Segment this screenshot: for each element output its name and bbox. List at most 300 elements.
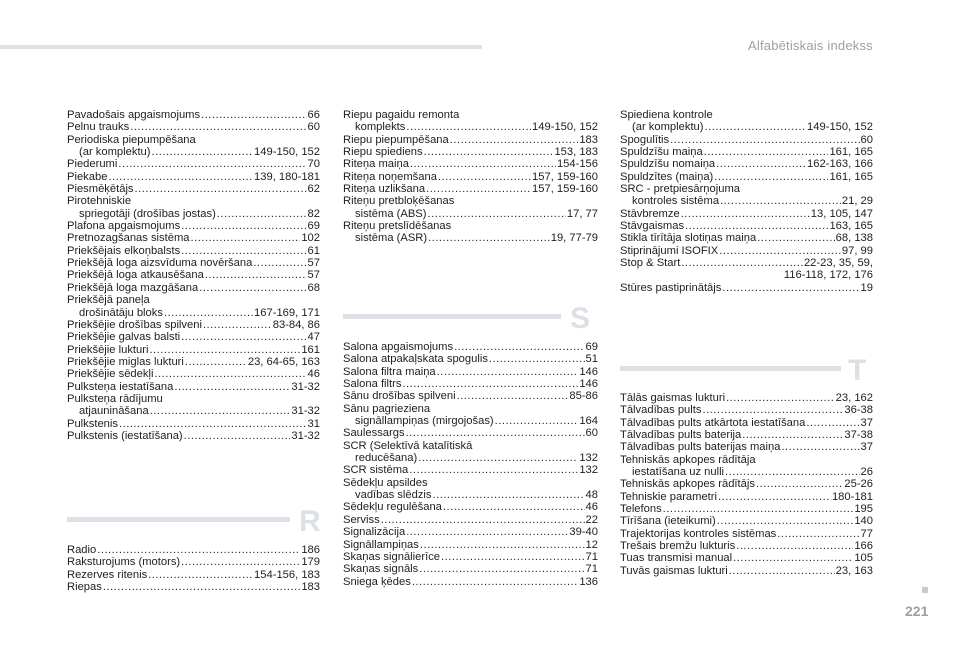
index-entry-heading: Periodiska piepumpēšana (67, 133, 196, 146)
index-entry-pages: 60 (585, 427, 598, 440)
index-entry (620, 417, 873, 429)
section-divider-t (620, 366, 841, 371)
index-entry-pages: 149-150, 152 (807, 121, 873, 134)
index-entry (67, 121, 320, 133)
index-entry (620, 466, 873, 478)
index-entry-term: Signāllampiņas (343, 538, 419, 551)
dot-leader (381, 514, 585, 526)
index-entry-pages: 60 (307, 121, 320, 134)
index-entry (67, 282, 320, 294)
index-entry-term: (ar komplektu) (632, 121, 704, 134)
index-entry-term: Riteņa maiņa (343, 158, 409, 171)
index-entry-pages: 161, 165 (829, 146, 873, 159)
index-entry (343, 452, 598, 464)
index-entry-pages: 31-32 (291, 380, 320, 393)
index-entry (620, 404, 873, 416)
index-entry (67, 307, 320, 319)
index-entry (67, 418, 320, 430)
index-entry (620, 565, 873, 577)
dot-leader (681, 208, 810, 220)
page-marker (922, 587, 928, 593)
index-entry-pages: 12 (585, 538, 598, 551)
index-entry-term: Tālās gaismas lukturi (620, 392, 726, 404)
dot-leader (118, 158, 306, 170)
dot-leader (718, 491, 831, 503)
index-entry-term: Piekabe (67, 170, 108, 183)
dot-leader (181, 331, 306, 343)
index-entry (67, 356, 320, 368)
index-entry-heading: Pulksteņa rādījumu (67, 392, 163, 405)
index-entry-pages: 21, 29 (841, 195, 873, 208)
index-entry (620, 158, 873, 170)
index-entry-pages: 164 (579, 415, 598, 428)
index-entry-term: spriegotāji (drošības jostas) (79, 207, 216, 220)
dot-leader (217, 208, 307, 220)
index-entry-pages: 85-86 (569, 390, 598, 403)
dot-leader (205, 269, 307, 281)
index-entry-term: Riepas (67, 581, 102, 594)
index-entry-term: Stop & Start (620, 257, 681, 270)
index-entry-term: Sēdekļu regulēšana (343, 501, 442, 514)
index-entry-term: Tuvās gaismas lukturi (620, 564, 728, 577)
index-entry-pages: 13, 105, 147 (810, 207, 873, 220)
index-entry-term: Stāvbremze (620, 207, 680, 220)
index-entry (343, 171, 598, 183)
dot-leader (406, 427, 585, 439)
index-column-p (67, 109, 320, 442)
index-entry-pages: 37-38 (844, 429, 873, 442)
dot-leader (150, 405, 291, 417)
index-entry (343, 427, 598, 439)
dot-leader (441, 551, 585, 563)
index-entry-term: Sānu drošības spilveni (343, 390, 456, 403)
index-entry (343, 563, 598, 575)
index-entry-pages: 132 (579, 464, 598, 477)
index-entry-pages: 19 (860, 281, 873, 294)
dot-leader (135, 183, 307, 195)
index-entry-pages: 71 (585, 563, 598, 576)
index-entry-term: Skaņas signālierīce (343, 550, 441, 563)
index-entry-pages: 140 (854, 515, 873, 528)
dot-leader (443, 501, 585, 513)
dot-leader (457, 390, 569, 402)
index-entry-term: Sniega ķēdes (343, 575, 411, 588)
index-entry-term: komplekts (355, 121, 406, 134)
index-entry (620, 441, 873, 453)
index-entry (67, 331, 320, 343)
index-entry-term: SCR sistēma (343, 464, 409, 477)
index-entry-pages: 22 (585, 513, 598, 526)
index-entry-term: Riepu piepumpēšana (343, 133, 449, 146)
index-entry-pages: 68 (307, 281, 320, 294)
index-entry (343, 539, 598, 551)
index-entry-pages: 161 (301, 343, 320, 356)
index-entry-term: Riteņa noņemšana (343, 170, 437, 183)
dot-leader (419, 563, 584, 575)
index-entry-pages: 83-84, 86 (272, 318, 320, 331)
index-entry-term: Pulkstenis (iestatīšana) (67, 429, 183, 442)
index-entry (620, 282, 873, 294)
section-divider-s (343, 314, 561, 319)
index-entry-heading: Riteņu pretslīdēšanas (343, 220, 452, 233)
index-entry-term: Salona filtra maiņa (343, 365, 436, 378)
index-entry (67, 430, 320, 442)
dot-leader (720, 195, 841, 207)
index-entry-term: Priekšējie drošības spilveni (67, 318, 202, 331)
index-entry (343, 551, 598, 563)
index-entry-pages: 31 (307, 417, 320, 430)
index-entry-pages: 57 (307, 257, 320, 270)
dot-leader (409, 464, 578, 476)
dot-leader (428, 208, 566, 220)
index-entry (67, 319, 320, 331)
index-entry-pages: 22-23, 35, 59, (803, 257, 873, 270)
index-entry-term: Stiprinājumi ISOFIX (620, 244, 719, 257)
index-entry-pages: 77 (860, 527, 873, 540)
index-entry-pages: 102 (301, 232, 320, 245)
index-column-t (620, 392, 873, 577)
index-entry-term: Priekšējie miglas lukturi (67, 355, 184, 368)
index-entry-term: Pulksteņa iestatīšana (67, 380, 174, 393)
dot-leader (181, 245, 306, 257)
index-entry (620, 121, 873, 133)
index-entry (343, 208, 598, 220)
section-letter-s: S (570, 302, 591, 335)
index-entry-term: Riteņa uzlikšana (343, 183, 426, 196)
dot-leader (685, 220, 828, 232)
index-entry-term: signāllampiņas (mirgojošas) (355, 415, 494, 428)
index-entry-heading: Riepu pagaidu remonta (343, 109, 460, 121)
index-entry-pages: 149-150, 152 (254, 146, 320, 159)
index-entry-pages: 31-32 (291, 429, 320, 442)
index-entry-pages: 195 (854, 503, 873, 516)
index-entry-term: Tālvadības pults baterijas maiņa (620, 441, 781, 454)
index-entry-term: Priekšējā loga aizsvīduma novēršana (67, 257, 253, 270)
header-rule (0, 45, 482, 49)
index-entry (343, 146, 598, 158)
index-entry-pages: 23, 64-65, 163 (247, 355, 320, 368)
index-entry (343, 232, 598, 244)
index-entry-term: Raksturojums (motors) (67, 556, 181, 569)
index-entry-pages: 23, 162 (835, 392, 873, 404)
index-entry-term: Telefons (620, 503, 662, 516)
index-entry-pages: 37 (860, 441, 873, 454)
index-entry-pages: 183 (579, 133, 598, 146)
index-entry-term: Pavadošais apgaismojums (67, 109, 201, 121)
index-entry-term: Tuas transmisi manual (620, 552, 733, 565)
dot-leader (777, 528, 859, 540)
dot-leader (412, 576, 579, 588)
index-entry-term: Riepu spiediens (343, 146, 423, 159)
dot-leader (726, 392, 835, 404)
dot-leader (729, 565, 835, 577)
index-entry-pages: 48 (585, 489, 598, 502)
page-number: 221 (905, 603, 929, 619)
dot-leader (454, 341, 584, 353)
dot-leader (119, 418, 307, 430)
index-entry-pages: 19, 77-79 (550, 232, 598, 245)
index-entry-pages: 37 (860, 416, 873, 429)
dot-leader (424, 146, 554, 158)
dot-leader (253, 257, 306, 269)
dot-leader (702, 404, 843, 416)
index-entry-term: drošinātāju bloks (79, 306, 163, 319)
index-entry (343, 526, 598, 538)
index-entry-pages: 71 (585, 550, 598, 563)
index-entry-pages: 139, 180-181 (254, 170, 320, 183)
index-entry-pages: 149-150, 152 (532, 121, 598, 134)
dot-leader (722, 282, 859, 294)
index-entry (343, 489, 598, 501)
dot-leader (704, 146, 829, 158)
index-entry-term: Tālvadības pults baterija (620, 429, 742, 442)
index-entry (343, 134, 598, 146)
index-entry-term: Tālvadības pults (620, 404, 702, 417)
index-entry-pages: 162-163, 166 (807, 158, 873, 171)
index-entry (620, 515, 873, 527)
index-entry-term: Priekšējais elkoņbalsts (67, 244, 181, 257)
index-entry (620, 257, 873, 269)
index-entry-pages: 166 (854, 540, 873, 553)
index-entry-pages: 66 (307, 109, 320, 121)
index-entry-term: Skaņas signāls (343, 563, 419, 576)
index-entry-pages: 69 (307, 220, 320, 233)
dot-leader (185, 356, 247, 368)
index-entry-term: sistēma (ABS) (355, 207, 427, 220)
dot-leader (663, 503, 854, 515)
index-entry-heading: Pirotehniskie (67, 195, 132, 208)
index-entry (67, 257, 320, 269)
index-entry (620, 540, 873, 552)
dot-leader (719, 245, 841, 257)
index-entry-term: Salona apgaismojums (343, 341, 454, 353)
index-entry (67, 569, 320, 581)
index-entry-heading: Riteņu pretbloķēšanas (343, 195, 455, 208)
index-entry (620, 429, 873, 441)
index-entry-heading: Spiediena kontrole (620, 109, 713, 121)
index-entry-heading: SCR (Selektīvā katalītiskā (343, 439, 473, 452)
index-entry-term: Pretnozagšanas sistēma (67, 232, 190, 245)
index-entry-pages: 31-32 (291, 405, 320, 418)
index-entry (67, 183, 320, 195)
index-entry (67, 344, 320, 356)
dot-leader (450, 134, 579, 146)
index-entry (67, 269, 320, 281)
index-entry-pages: 154-156 (556, 158, 598, 171)
section-letter-t: T (848, 354, 867, 387)
index-entry (343, 576, 598, 588)
index-entry (620, 392, 873, 404)
index-entry (620, 171, 873, 183)
index-entry-term: Priekšējie sēdekļi (67, 368, 154, 381)
section-divider-r (67, 517, 290, 522)
dot-leader (742, 429, 843, 441)
dot-leader (495, 415, 579, 427)
index-entry-pages: 51 (585, 353, 598, 366)
index-entry-pages: 82 (307, 207, 320, 220)
index-entry-term: Salona atpakaļskata spogulis (343, 353, 488, 366)
dot-leader (203, 319, 272, 331)
index-entry (67, 556, 320, 568)
index-entry-pages: 146 (579, 365, 598, 378)
index-entry-pages: 36-38 (844, 404, 873, 417)
index-entry-heading: Priekšējā paneļa (67, 294, 150, 307)
index-entry-heading: SRC - pretpiesārņojuma (620, 183, 741, 196)
index-entry-pages: 70 (307, 158, 320, 171)
index-entry (620, 478, 873, 490)
index-entry-pages: 57 (307, 269, 320, 282)
index-entry (343, 390, 598, 402)
index-entry-term: Tehniskie parametri (620, 490, 717, 503)
index-entry-term: Stūres pastiprinātājs (620, 281, 722, 294)
index-entry-pages: 46 (585, 501, 598, 514)
index-entry-pages: 157, 159-160 (532, 183, 598, 196)
index-entry-pages: 25-26 (844, 478, 873, 491)
dot-leader (201, 109, 306, 121)
dot-leader (149, 344, 300, 356)
index-entry-pages: 39-40 (569, 526, 598, 539)
index-entry-term: Salona filtrs (343, 378, 402, 391)
dot-leader (714, 171, 828, 183)
index-entry-pages: 180-181 (831, 490, 873, 503)
index-entry-pages: 26 (860, 466, 873, 479)
index-entry-term: iestatīšana uz nulli (632, 466, 725, 479)
index-entry-term: Tīrīšana (ieteikumi) (620, 515, 716, 528)
index-entry-term: sistēma (ASR) (355, 232, 428, 245)
index-entry-heading: Tehniskās apkopes rādītāja (620, 453, 756, 466)
dot-leader (148, 569, 253, 581)
index-entry (67, 405, 320, 417)
index-entry-pages: 186 (301, 544, 320, 556)
index-entry-pages: 163, 165 (829, 220, 873, 233)
dot-leader (199, 282, 306, 294)
index-entry (343, 366, 598, 378)
dot-leader (428, 232, 550, 244)
index-column-r (67, 544, 320, 593)
index-entry-term: Radio (67, 544, 97, 556)
dot-leader (418, 452, 578, 464)
index-entry-term: atjaunināšana (79, 405, 149, 418)
index-entry-term: Priekšējā loga mazgāšana (67, 281, 199, 294)
index-entry-pages: 136 (579, 575, 598, 588)
dot-leader (736, 540, 853, 552)
index-entry-pages: 153, 183 (554, 146, 598, 159)
index-entry (620, 208, 873, 220)
dot-leader (130, 121, 306, 133)
index-entry-pages: 68, 138 (835, 232, 873, 245)
page-header-title: Alfabētiskais indekss (748, 38, 873, 53)
index-entry-term: vadības slēdzis (355, 489, 432, 502)
index-entry-term: Pelnu trauks (67, 121, 130, 134)
index-entry (620, 146, 873, 158)
dot-leader (174, 381, 290, 393)
dot-leader (181, 556, 300, 568)
dot-leader (756, 478, 843, 490)
index-entry (67, 381, 320, 393)
index-entry-term: Spuldzīšu nomaiņa (620, 158, 716, 171)
index-column-r-cont (343, 109, 598, 245)
index-entry-term: Spogulītis (620, 133, 670, 146)
dot-leader (437, 366, 579, 378)
index-column-s-cont (620, 109, 873, 294)
index-entry (343, 501, 598, 513)
dot-leader (716, 158, 806, 170)
dot-leader (725, 466, 860, 478)
index-entry (343, 341, 598, 353)
index-entry-term: Stāvgaismas (620, 220, 685, 233)
index-entry (620, 220, 873, 232)
index-entry (343, 464, 598, 476)
index-entry (67, 232, 320, 244)
index-entry-pages: 132 (579, 452, 598, 465)
index-entry-term: Tālvadības pults atkārtota iestatīšana (620, 416, 806, 429)
index-entry (67, 581, 320, 593)
dot-leader (757, 232, 834, 244)
index-entry (620, 232, 873, 244)
index-entry (67, 220, 320, 232)
index-entry (343, 353, 598, 365)
index-entry (67, 208, 320, 220)
dot-leader (420, 539, 585, 551)
index-entry-term: Rezerves ritenis (67, 568, 148, 581)
dot-leader (164, 307, 253, 319)
index-entry (67, 109, 320, 121)
dot-leader (191, 232, 301, 244)
dot-leader (733, 552, 853, 564)
dot-leader (184, 430, 291, 442)
index-entry-term: Serviss (343, 513, 380, 526)
index-entry-term: Signalizācija (343, 526, 406, 539)
dot-leader (781, 441, 859, 453)
index-entry (343, 378, 598, 390)
index-entry-pages: 146 (579, 378, 598, 391)
index-entry (620, 491, 873, 503)
index-entry-term: Piederumi (67, 158, 118, 171)
index-entry (343, 121, 598, 133)
dot-leader (433, 489, 585, 501)
index-entry (343, 183, 598, 195)
index-entry (620, 503, 873, 515)
dot-leader (406, 526, 568, 538)
index-entry-term: Spuldzītes (maiņa) (620, 170, 714, 183)
index-entry-term: Pulkstenis (67, 417, 118, 430)
index-entry (343, 158, 598, 170)
index-entry-pages: 69 (585, 341, 598, 353)
index-entry-pages: 167-169, 171 (254, 306, 320, 319)
index-entry-term: Priekšējie lukturi (67, 343, 149, 356)
dot-leader (181, 220, 306, 232)
index-entry-term: reducēšana) (355, 452, 418, 465)
index-entry-term: Trajektorijas kontroles sistēmas (620, 527, 777, 540)
index-entry-pages: 183 (301, 581, 320, 594)
index-entry-heading: Sēdekļu apsildes (343, 476, 428, 489)
index-entry (67, 368, 320, 380)
dot-leader (705, 121, 807, 133)
dot-leader (438, 171, 531, 183)
index-entry-term: (ar komplektu) (79, 146, 151, 159)
dot-leader (402, 378, 578, 390)
dot-leader (489, 353, 585, 365)
index-entry-heading: Sānu pagrieziena (343, 402, 431, 415)
index-entry (343, 514, 598, 526)
section-letter-r: R (299, 505, 321, 538)
index-entry (67, 544, 320, 556)
index-entry (67, 245, 320, 257)
index-entry (620, 134, 873, 146)
index-entry-pages: 157, 159-160 (532, 170, 598, 183)
index-entry-pages: 17, 77 (566, 207, 598, 220)
dot-leader (108, 171, 253, 183)
